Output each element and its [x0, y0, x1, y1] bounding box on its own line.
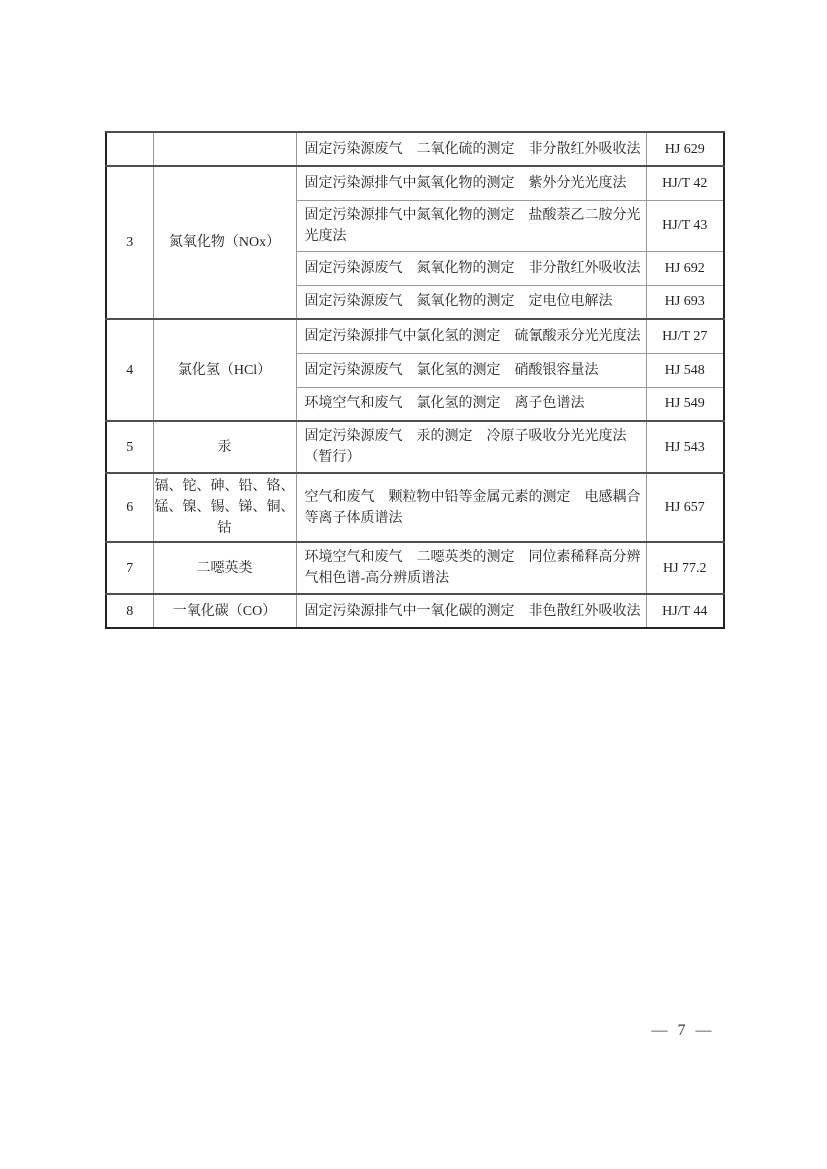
table-row [106, 166, 724, 200]
standard-code-cell: HJ/T 42 [646, 166, 724, 200]
row-number-cell: 4 [106, 319, 153, 421]
pollutant-cell: 镉、铊、砷、铅、铬、锰、镍、锡、锑、铜、钴 [153, 473, 296, 542]
standards-table [105, 131, 725, 629]
row-number-cell: 6 [106, 473, 153, 542]
row-number-cell [106, 132, 153, 166]
method-cell: 固定污染源排气中一氧化碳的测定 非色散红外吸收法 [296, 594, 646, 628]
method-cell: 固定污染源排气中氯化氢的测定 硫氰酸汞分光光度法 [296, 319, 646, 353]
table-row [106, 319, 724, 353]
standard-code-cell: HJ 657 [646, 473, 724, 542]
row-number-cell: 5 [106, 421, 153, 473]
table-row [106, 542, 724, 594]
pollutant-cell: 一氧化碳（CO） [153, 594, 296, 628]
standard-code-cell: HJ 549 [646, 387, 724, 421]
table-row [106, 473, 724, 542]
page-number: — 7 — [651, 1022, 715, 1039]
standard-code-cell: HJ/T 43 [646, 200, 724, 251]
standard-code-cell: HJ/T 27 [646, 319, 724, 353]
row-number-cell: 7 [106, 542, 153, 594]
table-row [106, 421, 724, 473]
method-cell: 环境空气和废气 氯化氢的测定 离子色谱法 [296, 387, 646, 421]
standard-code-cell: HJ 548 [646, 353, 724, 387]
method-cell: 固定污染源排气中氮氧化物的测定 紫外分光光度法 [296, 166, 646, 200]
pollutant-cell [153, 132, 296, 166]
standard-code-cell: HJ 692 [646, 251, 724, 285]
method-cell: 固定污染源废气 氮氧化物的测定 定电位电解法 [296, 285, 646, 319]
standards-table-body [106, 132, 724, 628]
pollutant-cell: 氯化氢（HCl） [153, 319, 296, 421]
row-number-cell: 8 [106, 594, 153, 628]
method-cell: 固定污染源废气 汞的测定 冷原子吸收分光光度法（暂行） [296, 421, 646, 473]
standard-code-cell: HJ/T 44 [646, 594, 724, 628]
pollutant-cell: 二噁英类 [153, 542, 296, 594]
standard-code-cell: HJ 693 [646, 285, 724, 319]
pollutant-cell: 氮氧化物（NOx） [153, 166, 296, 319]
method-cell: 固定污染源废气 氯化氢的测定 硝酸银容量法 [296, 353, 646, 387]
standard-code-cell: HJ 77.2 [646, 542, 724, 594]
method-cell: 环境空气和废气 二噁英类的测定 同位素稀释高分辨气相色谱-高分辨质谱法 [296, 542, 646, 594]
method-cell: 固定污染源排气中氮氧化物的测定 盐酸萘乙二胺分光光度法 [296, 200, 646, 251]
standard-code-cell: HJ 543 [646, 421, 724, 473]
row-number-cell: 3 [106, 166, 153, 319]
method-cell: 固定污染源废气 氮氧化物的测定 非分散红外吸收法 [296, 251, 646, 285]
method-cell: 空气和废气 颗粒物中铅等金属元素的测定 电感耦合等离子体质谱法 [296, 473, 646, 542]
method-cell: 固定污染源废气 二氧化硫的测定 非分散红外吸收法 [296, 132, 646, 166]
pollutant-cell: 汞 [153, 421, 296, 473]
table-row [106, 132, 724, 166]
table-row [106, 594, 724, 628]
standard-code-cell: HJ 629 [646, 132, 724, 166]
